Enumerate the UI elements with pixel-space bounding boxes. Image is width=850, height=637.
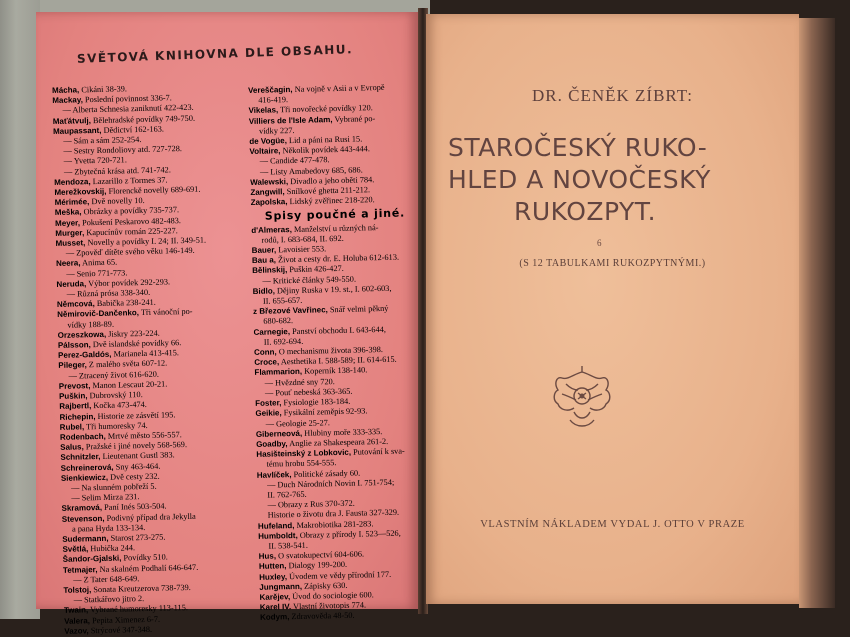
catalog-entry-author: Musset, (55, 238, 86, 249)
catalog-entry-text: Snílkové ghetta 211-212. (284, 185, 371, 197)
catalog-entry-author: Neera, (55, 258, 81, 269)
title-line-2: HLED A NOVOČESKÝ (448, 165, 711, 194)
catalog-entry-text: Dějiny Ruska v 19. st., I. 602-603, (274, 283, 392, 296)
catalog-entry-text: — Různá prósa 338-340. (66, 287, 151, 299)
catalog-entry-text: Na skalném Podhalí 646-647. (97, 562, 199, 574)
catalog-entry-text: Florenckě novelly 689-691. (106, 184, 201, 196)
catalog-entry-text: vídky 227. (258, 125, 295, 136)
catalog-entry-author: Sienkiewicz, (60, 472, 109, 483)
catalog-entry-text: Fysikální zeměpis 92-93. (281, 406, 368, 418)
catalog-entry-author: Goadby, (256, 439, 288, 449)
catalog-entry-text: Povídky 510. (121, 552, 168, 563)
catalog-entry-text: Úvod do sociologie 600. (290, 590, 374, 602)
catalog-entry-text: tému hrobu 554-555. (266, 458, 337, 469)
catalog-entry-text: — Alberta Schnesia zaniknutí 422-423. (62, 103, 194, 116)
catalog-entry-text: — Na slunném pobřeží 5. (71, 481, 157, 493)
catalog-entry-author: Conn, (253, 347, 277, 358)
catalog-entry-author: Murger, (55, 228, 85, 238)
catalog-column-2 (248, 82, 428, 623)
catalog-entry-text: Dědictví 162-163. (101, 124, 165, 135)
catalog-column-2-bottom (251, 222, 428, 624)
catalog-entry-text: Pražské i jiné novely 568-569. (83, 440, 188, 452)
catalog-entry-text: Vybrané humoresky 113-115. (88, 603, 188, 615)
catalog-entry-author: Giberneová, (255, 428, 303, 439)
catalog-entry-text: rodů, I. 683-684, II. 692. (261, 233, 344, 245)
catalog-entry-text: 416-419. (258, 95, 289, 105)
catalog-entry-text: Panství obchodu I. 643-644, (289, 324, 386, 336)
section-heading: Spisy poučné a jiné. (264, 206, 406, 224)
catalog-entry-author: Geikie, (255, 408, 282, 419)
catalog-entry-text: — Sestry Rondoliovy atd. 727-728. (63, 144, 183, 156)
catalog-entry-author: Karel IV. (259, 602, 292, 613)
catalog-entry-text: Makrobiotika 281-283. (294, 518, 374, 530)
catalog-entry-text: Koperník 138-140. (301, 365, 368, 377)
catalog-entry-text: — Kritické články 549-550. (262, 274, 357, 286)
catalog-entry-text: — Sám a sám 252-254. (63, 135, 142, 146)
catalog-entry-author: Sudermann, (62, 533, 109, 544)
catalog-entry-author: Croce, (254, 357, 280, 368)
catalog-entry-text: Novelly a povídky I. 24; II. 349-51. (85, 235, 207, 248)
catalog-entry-text: Starost 273-275. (108, 532, 166, 543)
catalog-entry-author: Jungmann, (259, 581, 303, 592)
book-title (448, 132, 778, 228)
book-subtitle: (S 12 TABULKAMI RUKOZPYTNÝMI.) (519, 258, 706, 269)
catalog-entry-author: Zangwill, (250, 187, 285, 198)
catalog-entry-author: Karějev, (259, 592, 291, 602)
catalog-entry-author: Perez-Galdós, (58, 350, 112, 361)
catalog-entry-text: Kočka 473-474. (91, 400, 147, 411)
catalog-entry-text: Paní Inés 503-504. (101, 501, 167, 513)
catalog-entry-text: Cikáni 38-39. (79, 84, 128, 95)
catalog-entry-author: Meyer, (55, 218, 81, 228)
catalog-entry-text: a pana Hyda 133-134. (71, 522, 146, 534)
catalog-column-1 (52, 82, 262, 637)
catalog-entry-author: Tolstoj, (63, 585, 92, 595)
catalog-entry-author: z Březové Vavřinec, (253, 305, 328, 317)
catalog-entry-author: Rajbertl, (59, 401, 92, 412)
catalog-entry-text: — Obrazy z Rus 370-372. (267, 498, 355, 510)
catalog-entry-author: Twain, (63, 605, 89, 616)
catalog-entry-text: — Senio 771-773. (66, 267, 128, 279)
catalog-entry-text: Lazarillo z Tormes 37. (90, 175, 168, 186)
catalog-entry-author: Rubel, (59, 422, 85, 432)
catalog-entry-text: Úvodem ve vědy přírodní 177. (286, 569, 392, 581)
catalog-entry-text: Hubička 244. (88, 543, 136, 554)
catalog-entry-author: Mérimée, (54, 197, 90, 208)
catalog-entry-text: Anima 65. (80, 258, 118, 268)
catalog-entry-text: Obrazy z přírody I. 523—526, (297, 528, 401, 540)
catalog-entry-text: Výbor povídek 292-293. (86, 277, 171, 289)
catalog-entry-text: Manželství u různých ná- (291, 222, 379, 234)
catalog-entry-author: Humboldt, (258, 530, 298, 541)
catalog-entry-text: Dubrovský 110. (87, 390, 143, 401)
catalog-entry-text: Vybrané po- (332, 113, 376, 124)
catalog-entry-text: II. 655-657. (262, 295, 303, 306)
catalog-entry-author: Prevost, (58, 381, 91, 391)
catalog-entry-author: Skramová, (61, 503, 103, 514)
catalog-entry-text: Sonata Kreutzerova 738-739. (91, 582, 191, 595)
catalog-entry-text: — Ztracený život 616-620. (68, 369, 159, 381)
catalog-entry-author: Němcová, (56, 299, 95, 310)
catalog-entry-text: 680-682. (263, 316, 294, 327)
catalog-entry-text: — Zbytečná krása atd. 741-742. (63, 164, 171, 177)
catalog-entry-author: Voltaire, (249, 146, 281, 157)
catalog-entry-author: Němirovič-Dančenko, (57, 308, 140, 320)
catalog-entry-author: Richepin, (59, 411, 96, 422)
catalog-entry-text: II. 762-765. (267, 489, 307, 500)
catalog-entry-text: — Duch Národních Novin I. 751-754; (266, 477, 395, 490)
catalog-column-2-top (248, 82, 419, 208)
catalog-entry-text: — Listy Amabedovy 685, 686. (259, 165, 363, 177)
catalog-entry-text: O mechanismu života 396-398. (276, 345, 384, 357)
catalog-entry-text: Tři vánoční po- (138, 307, 193, 318)
catalog-entry-author: Schreinerová, (60, 462, 114, 473)
catalog-entry-author: Bidlo, (252, 286, 275, 296)
catalog-entry-text: Kapucínův román 225-227. (84, 226, 178, 238)
catalog-entry-text: Fysiologie 183-184. (281, 396, 351, 408)
catalog-entry-text: — Z Tater 648-649. (73, 573, 140, 585)
catalog-entry-text: Historie ze zásvětí 195. (95, 409, 176, 421)
catalog-entry-text: Dvě cesty 232. (107, 471, 160, 482)
catalog-entry-author: Bělinskij, (252, 265, 288, 276)
catalog-entry-text: Strýcové 347-348. (88, 624, 153, 636)
catalog-entry-author: Šandor-Gjalski, (62, 553, 122, 565)
catalog-entry-author: Tetmajer, (62, 564, 98, 575)
catalog-entry-author: Maupassant, (52, 125, 102, 136)
catalog-entry-author: Hasišteinský z Lobkovic, (256, 447, 352, 460)
catalog-entry-text: — Candide 477-478. (259, 155, 330, 167)
catalog-entry-author: Bauer, (251, 245, 277, 256)
catalog-entry-text: O svatokupectví 604-606. (275, 549, 365, 561)
catalog-entry-author: Vikelas, (248, 105, 279, 116)
catalog-entry-text: Lidský zvěřinec 218-220. (287, 195, 375, 207)
catalog-entry-text: Aesthetika I. 588-589; II. 614-615. (279, 354, 397, 367)
catalog-entry-author: Meška, (54, 207, 82, 218)
catalog-entry-author: Valera, (64, 615, 91, 626)
small-mark: 6 (597, 238, 602, 248)
catalog-entry-text: Divadlo a jeho oběti 784. (288, 174, 375, 186)
catalog-entry-author: Mendoza, (54, 176, 91, 187)
catalog-entry-author: Rodenbach, (59, 431, 106, 442)
catalog-entry-author: Carnegie, (253, 326, 291, 337)
catalog-entry-author: Flammarion, (254, 367, 303, 378)
catalog-entry-text: — Selim Mirza 231. (71, 492, 140, 503)
catalog-entry-text: Dvě novelly 10. (89, 196, 145, 207)
title-line-3: RUKOZPYT. (514, 197, 657, 226)
left-page-title: SVĚTOVÁ KNIHOVNA DLE OBSAHU. (76, 42, 354, 66)
catalog-entry-text: vídky 188-89. (67, 319, 115, 330)
catalog-entry-text: Bělehradské povídky 749-750. (90, 113, 196, 125)
catalog-entry-text: — Zpověď dítěte svého věku 146-149. (65, 246, 195, 258)
catalog-entry-author: Kodym, (259, 612, 290, 623)
catalog-entry-text: Pokušení Peskarovo 482-483. (79, 215, 182, 228)
catalog-entry-text: Dvě islandské povídky 66. (90, 338, 182, 350)
catalog-entry-author: Schnitzler, (60, 452, 101, 463)
catalog-entry-author: Pileger, (58, 360, 87, 371)
catalog-entry-text: Podivný případ dra Jekylla (104, 511, 196, 523)
catalog-entry-text: Život a cesty dr. E. Holuba 612-613. (275, 252, 400, 265)
catalog-entry-text: Tři novořecké povídky 120. (278, 103, 373, 115)
catalog-entry-text: Babička 238-241. (94, 297, 156, 309)
page-edges (799, 18, 835, 608)
catalog-entry-author: d'Almeras, (251, 224, 292, 235)
catalog-entry-text: Z malého světa 607-12. (86, 358, 168, 370)
catalog-entry-author: Walewski, (250, 176, 289, 187)
catalog-entry-author: Puškin, (58, 391, 88, 402)
catalog-entry-text: Manon Lescaut 20-21. (90, 379, 168, 391)
catalog-entry-author: Neruda, (56, 279, 87, 289)
catalog-entry-text: Obrázky a povídky 735-737. (81, 205, 180, 217)
catalog-entry-text: II. 692-694. (263, 336, 304, 347)
catalog-entry-text: Snář velmi pěkný (327, 304, 389, 315)
catalog-entry-author: Orzeszkowa, (57, 329, 107, 340)
catalog-entry-text: Mrtvé město 556-557. (105, 430, 182, 441)
catalog-entry-text: — Pouť nebeská 363-365. (264, 386, 353, 398)
catalog-entry-author: Pálsson, (57, 340, 91, 351)
catalog-entry-text: Zápisky 630. (301, 580, 348, 591)
catalog-entry-author: Villiers de l'Isle Adam, (248, 114, 333, 126)
catalog-entry-text: Vlastní životopis 774. (291, 600, 367, 612)
catalog-entry-text: Zdravověda 48-50. (289, 611, 355, 622)
publisher-line: VLASTNÍM NÁKLADEM VYDAL J. OTTO V PRAZE (480, 519, 745, 530)
catalog-entry-author: Světlá, (62, 544, 89, 555)
catalog-entry-text: Několik povídek 443-444. (280, 144, 370, 156)
catalog-entry-text: Lieutenant Gustl 383. (100, 450, 175, 462)
catalog-entry-text: Putování k sva- (350, 446, 405, 457)
catalog-entry-author: Vazov, (64, 626, 89, 636)
catalog-entry-text: Poslední povinnost 336-7. (82, 93, 172, 105)
catalog-entry-author: Hutten, (258, 561, 287, 572)
catalog-entry-text: Hlubiny moře 333-335. (302, 426, 383, 438)
catalog-entry-text: Pepita Ximenez 6-7. (89, 614, 161, 625)
catalog-entry-author: de Vogüe, (249, 136, 287, 147)
catalog-entry-author: Merežkovskij, (54, 186, 107, 198)
catalog-entry-author: Bau a, (251, 255, 277, 266)
catalog-entry-author: Mácha, (52, 85, 80, 95)
catalog-entry-text: Jiskry 223-224. (106, 328, 160, 339)
catalog-entry-author: Zapolska, (250, 197, 288, 208)
catalog-entry-author: Havlíček, (256, 469, 292, 480)
catalog-entry-author: Foster, (255, 398, 282, 409)
catalog-entry-author: Hus, (258, 551, 277, 562)
catalog-entry-author: Maťátvulj, (52, 115, 91, 126)
catalog-entry-author: Huxley, (259, 571, 288, 582)
catalog-entry-text: Politické zásady 60. (291, 468, 361, 479)
catalog-entry-author: Salus, (60, 442, 84, 453)
catalog-entry-text: Dialogy 199-200. (286, 560, 348, 571)
catalog-entry-text: — Hvězdné sny 720. (264, 376, 335, 388)
catalog-entry-author: Hufeland, (257, 520, 295, 531)
catalog-entry-text: Na vojně v Asii a v Evropě (292, 82, 385, 94)
catalog-entry-text: Lid a páni na Rusi 15. (286, 134, 363, 146)
catalog-entry-text: — Statkářovo jitro 2. (73, 594, 145, 605)
catalog-entry-text: — Geologie 25-27. (265, 417, 331, 429)
title-line-1: STAROČESKÝ RUKO- (448, 133, 708, 162)
catalog-entry-author: Mackay, (52, 95, 83, 106)
catalog-entry-author: Stevenson, (61, 513, 105, 524)
catalog-entry-text: II. 538-541. (268, 540, 308, 551)
catalog-entry-text: — Yvetta 720-721. (63, 155, 127, 167)
catalog-entry-text: Tři humoresky 74. (84, 420, 148, 432)
catalog-entry-text: Anglie za Shakespeara 261-2. (287, 436, 389, 449)
catalog-entry-text: Lavoisier 553. (276, 244, 327, 255)
catalog-entry-text: Sny 463-464. (113, 461, 161, 472)
author-name: DR. ČENĚK ZÍBRT: (532, 86, 693, 105)
catalog-entry-text: Historie o životu dra J. Fausta 327-329. (267, 508, 400, 520)
catalog-entry-author: Vereščagin, (248, 84, 293, 95)
catalog-entry-text: Marianela 413-415. (111, 348, 180, 360)
book-cover-spine (0, 0, 40, 619)
publisher-emblem-icon (548, 362, 616, 434)
catalog-entry-text: Puškin 426-427. (287, 264, 344, 275)
